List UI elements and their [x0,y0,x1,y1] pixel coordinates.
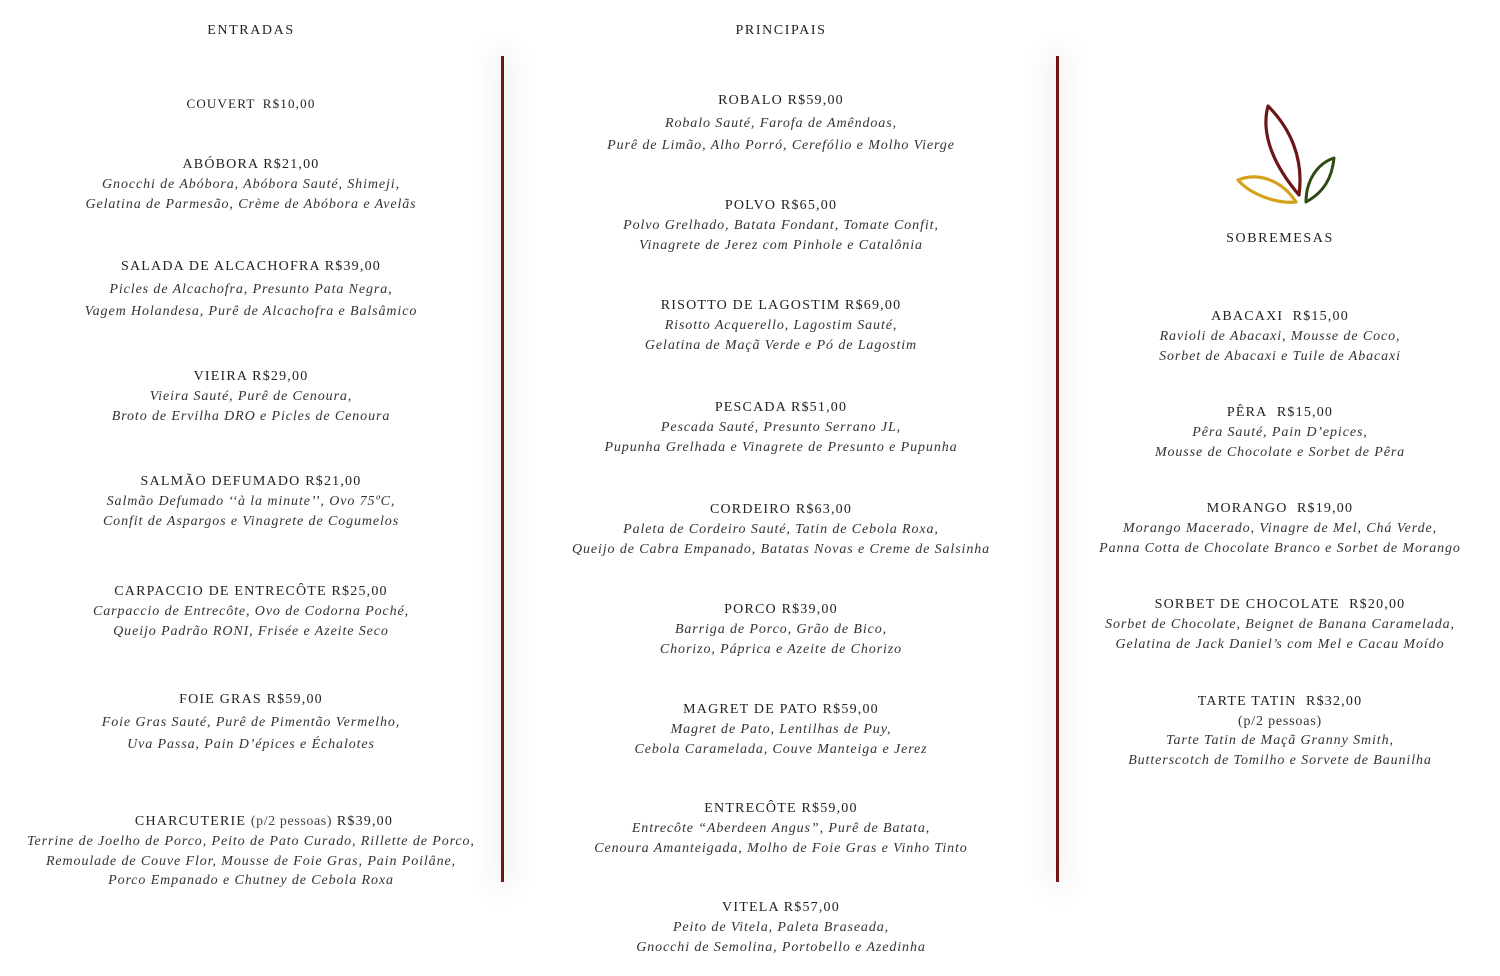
dish-price: R$59,00 [822,702,879,717]
dish-vitela [506,898,1056,957]
dish-description [506,316,1056,355]
dish-description [506,520,1056,559]
dish-abacaxi [1060,307,1500,366]
description-line: Gelatina de Jack Daniel’s com Mel e Cacau Moído [1115,636,1445,652]
dish-description [0,492,502,531]
dish-price: R$21,00 [305,474,362,489]
dish-description [506,918,1056,957]
dish-polvo [506,196,1056,255]
dish-price: R$39,00 [324,259,381,274]
description-line: Remoulade de Couve Flor, Mousse de Foie Gras, Pain Poilâne, [45,853,457,869]
description-line: Magret de Pato, Lentilhas de Puy, [670,722,892,737]
description-line: Butterscotch de Tomilho e Sorvete de Baunilha [1128,752,1432,768]
dish-note: (p/2 pessoas) [250,814,333,829]
dish-morango [1060,499,1500,558]
description-line: Confit de Aspargos e Vinagrete de Cogumelos [102,513,400,529]
description-line: Panna Cotta de Chocolate Branco e Sorbet de Morango [1099,540,1461,556]
description-line: Morango Macerado, Vinagre de Mel, Chá Verde, [1123,521,1437,536]
description-line: Picles de Alcachofra, Presunto Pata Negra, [109,282,393,297]
description-line: Vagem Holandesa, Purê de Alcachofra e Balsâmico [84,304,418,319]
description-line: Pêra Sauté, Pain D’epices, [1192,425,1368,440]
column-divider-right [1056,56,1059,882]
dish-pescada [506,398,1056,457]
dish-description [1060,327,1500,366]
dish-price: R$32,00 [1306,694,1363,709]
sobremesas-title: SOBREMESAS [1226,231,1334,246]
description-line: Purê de Limão, Alho Porró, Cerefólio e Molho Vierge [607,138,955,153]
dish-abobora [0,155,502,214]
dish-tarte-tatin [1060,692,1500,770]
description-line: Mousse de Chocolate e Sorbet de Pêra [1154,444,1406,460]
entradas-title: ENTRADAS [207,23,295,38]
dish-description [1060,423,1500,462]
dish-price: R$65,00 [780,198,838,213]
description-line: Peito de Vitela, Paleta Braseada, [672,920,890,935]
dish-name: PÊRA [1226,405,1268,420]
dish-name: SALADA DE ALCACHOFRA [121,259,321,274]
dish-magret-pato [506,700,1056,759]
dish-pera [1060,403,1500,462]
dish-salada-alcachofra [0,257,502,323]
dish-vieira [0,367,502,426]
dish-price: R$39,00 [781,602,838,617]
dish-name: ENTRECÔTE [704,801,797,816]
dish-price: R$10,00 [262,96,316,111]
description-line: Gelatina de Parmesão, Crème de Abóbora e Avelãs [85,196,417,212]
dish-description [0,175,502,214]
dish-description [0,832,502,891]
dish-description [0,387,502,426]
dish-price: R$21,00 [263,157,320,172]
dish-name: ABÓBORA [182,157,259,172]
dish-name: ABACAXI [1211,309,1284,324]
description-line: Salmão Defumado ‘‘à la minute’’, Ovo 75ºC, [106,494,396,509]
description-line: Queijo de Cabra Empanado, Batatas Novas e Creme de Salsinha [571,541,991,557]
dish-cordeiro [506,500,1056,559]
dish-charcuterie [0,812,502,891]
dish-name: SALMÃO DEFUMADO [140,474,301,489]
dish-name: PORCO [724,602,777,617]
dish-price: R$59,00 [801,801,858,816]
dish-price: R$63,00 [795,502,853,517]
description-line: Vinagrete de Jerez com Pinhole e Catalônia [639,237,923,253]
dish-description [1060,519,1500,558]
leaf-logo-icon [1232,100,1342,212]
dish-price: R$15,00 [1292,309,1349,324]
principais-column [506,0,1056,976]
description-line: Robalo Sauté, Farofa de Amêndoas, [665,116,897,131]
dish-price: R$29,00 [252,369,309,384]
dish-note: (p/2 pessoas) [1238,714,1322,729]
dish-entrecote [506,799,1056,858]
dish-description [506,620,1056,659]
description-line: Gnocchi de Abóbora, Abóbora Sauté, Shimeji, [102,177,400,192]
dish-description [506,418,1056,457]
dish-robalo [506,91,1056,157]
dish-name: CARPACCIO DE ENTRECÔTE [114,584,327,599]
dish-salmao-defumado [0,472,502,531]
description-line: Carpaccio de Entrecôte, Ovo de Codorna Poché, [92,604,410,619]
description-line: Broto de Ervilha DRO e Picles de Cenoura [111,408,391,424]
dish-description [506,720,1056,759]
dish-name: RISOTTO DE LAGOSTIM [660,298,841,313]
dish-price: R$57,00 [783,900,840,915]
description-line: Gnocchi de Semolina, Portobello e Azedinha [636,939,926,955]
description-line: Cenoura Amanteigada, Molho de Foie Gras e Vinho Tinto [594,840,968,856]
dish-name: CHARCUTERIE [134,814,247,829]
dish-risotto-lagostim [506,296,1056,355]
dish-name: MORANGO [1206,501,1288,516]
dish-description [1060,615,1500,654]
description-line: Sorbet de Abacaxi e Tuile de Abacaxi [1159,348,1401,364]
dish-price: R$51,00 [790,400,848,415]
dish-price: R$19,00 [1296,501,1354,516]
dish-description [0,602,502,641]
dish-description [0,279,502,323]
description-line: Foie Gras Sauté, Purê de Pimentão Vermelho, [101,715,401,730]
description-line: Cebola Caramelada, Couve Manteiga e Jerez [634,741,928,757]
description-line: Uva Passa, Pain D’épices e Échalotes [127,737,375,752]
description-line: Vieira Sauté, Purê de Cenoura, [149,389,353,404]
dish-name: COUVERT [186,96,256,111]
dish-carpaccio [0,582,502,641]
dish-price: R$59,00 [266,692,323,707]
description-line: Terrine de Joelho de Porco, Peito de Pato Curado, Rillette de Porco, [27,834,475,849]
dish-price: R$25,00 [331,584,388,599]
dish-price: R$69,00 [845,298,902,313]
sobremesas-column [1060,0,1500,976]
description-line: Chorizo, Páprica e Azeite de Chorizo [659,641,903,657]
dish-name: VIEIRA [193,369,248,384]
description-line: Porco Empanado e Chutney de Cebola Roxa [108,873,394,888]
dish-price: R$20,00 [1349,597,1406,612]
dish-price: R$15,00 [1276,405,1334,420]
dish-name: POLVO [724,198,777,213]
dish-description [506,113,1056,157]
description-line: Sorbet de Chocolate, Beignet de Banana Caramelada, [1105,617,1455,632]
dish-name: MAGRET DE PATO [683,702,818,717]
dish-porco [506,600,1056,659]
dish-name: SORBET DE CHOCOLATE [1154,597,1340,612]
dish-sorbet-chocolate [1060,595,1500,654]
description-line: Pescada Sauté, Presunto Serrano JL, [660,420,902,435]
dish-description [0,712,502,756]
dish-price: R$59,00 [787,93,844,108]
dish-price: R$39,00 [336,814,394,829]
dish-name: FOIE GRAS [179,692,262,707]
description-line: Pupunha Grelhada e Vinagrete de Presunto e Pupunha [604,439,958,455]
dish-name: PESCADA [714,400,787,415]
description-line: Ravioli de Abacaxi, Mousse de Coco, [1159,329,1401,344]
description-line: Tarte Tatin de Maçã Granny Smith, [1166,733,1394,748]
description-line: Polvo Grelhado, Batata Fondant, Tomate Confit, [623,218,939,233]
dish-foie-gras [0,690,502,756]
description-line: Risotto Acquerello, Lagostim Sauté, [664,318,898,333]
dish-description [506,819,1056,858]
description-line: Entrecôte “Aberdeen Angus”, Purê de Batata, [631,821,931,836]
description-line: Queijo Padrão RONI, Frisée e Azeite Seco [113,623,389,639]
description-line: Barriga de Porco, Grão de Bico, [674,622,888,637]
principais-title: PRINCIPAIS [735,23,827,38]
dish-name: CORDEIRO [709,502,792,517]
dish-name: ROBALO [718,93,783,108]
description-line: Paleta de Cordeiro Sauté, Tatin de Cebola Roxa, [623,522,939,537]
dish-name: TARTE TATIN [1197,694,1297,709]
description-line: Gelatina de Maçã Verde e Pó de Lagostim [644,337,918,353]
dish-description [1060,731,1500,770]
dish-name: VITELA [722,900,779,915]
entradas-column [0,0,502,976]
dish-description [506,216,1056,255]
dish-couvert [0,94,502,114]
